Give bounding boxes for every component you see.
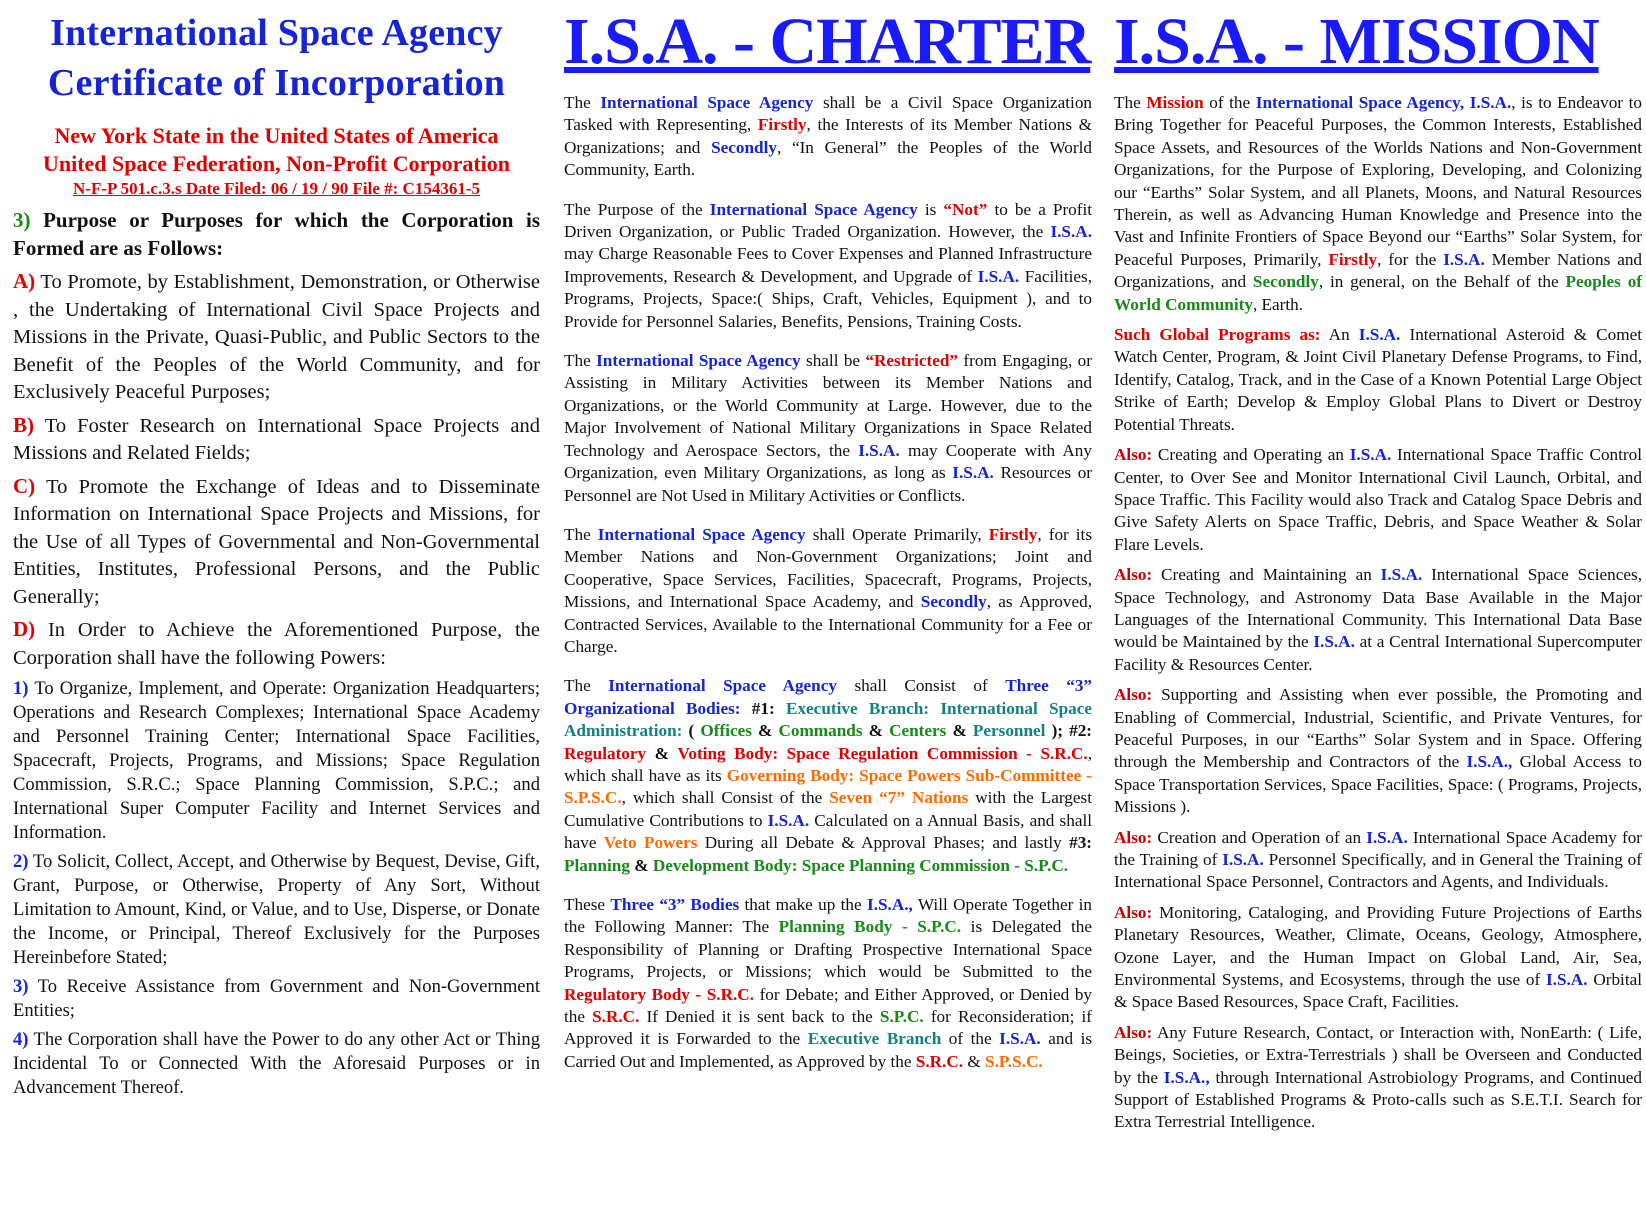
- org-abbr: I.S.A.,: [1163, 1067, 1210, 1087]
- state-line: New York State in the United States of America: [54, 123, 499, 148]
- text: If Denied it is sent back to the: [646, 1007, 873, 1027]
- purpose-item: [13, 616, 540, 672]
- text: International Space Academy for the Training of: [1114, 827, 1643, 869]
- purpose-item: [13, 473, 540, 612]
- item-text: The Corporation shall have the Power to do any other Act or Thing Incidental To or Connected With the Aforesaid Purposes or in Advancement Thereof.: [13, 1029, 540, 1098]
- text: with the Largest Cumulative Contributions to: [564, 788, 1092, 830]
- power-item: [13, 850, 540, 970]
- also-label: Also:: [1114, 565, 1153, 585]
- org-abbr: I.S.A.: [1443, 249, 1485, 269]
- emphasis: Seven “7” Nations: [829, 788, 969, 808]
- item-label: C): [13, 473, 36, 498]
- org-abbr: I.S.A.,: [867, 895, 913, 914]
- text: from Engaging, or Assisting in Military Activities between its Member Nations and Organizations, or the World Community at Large. However, due to the Major Involvement of National Military Organizations in Space Related Technology and Aerospace Sectors, the: [564, 351, 1092, 460]
- text: An: [1328, 325, 1350, 345]
- mission-paragraph-5: [1114, 684, 1642, 818]
- text: Member Nations and Organizations, and: [1114, 249, 1643, 292]
- text: Creation and Operation of an: [1157, 827, 1362, 847]
- text: is: [924, 199, 937, 219]
- item-label: 2): [13, 851, 29, 872]
- body-name: Regulatory: [564, 743, 647, 763]
- item-label: 3): [13, 976, 29, 997]
- body-name: Offices: [700, 721, 752, 741]
- org-abbr: I.S.A.: [1358, 325, 1401, 345]
- text: Monitoring, Cataloging, and Providing Future Projections of Earths Planetary Resources, Weather, Climate, Oceans, Geology, Atmosphere, Ozone Layer, and the Human Impact on Global Land, Air, Sea, Environmental Systems, and Ecosystems, through the use of: [1114, 902, 1643, 990]
- also-label: Also:: [1114, 902, 1153, 922]
- mission-paragraph-2: [1114, 324, 1642, 436]
- emphasis: Firstly: [757, 115, 807, 135]
- purpose-item: [13, 412, 540, 468]
- mission-column: [1114, 0, 1642, 1142]
- body-name: S.R.C.: [915, 1051, 964, 1071]
- body-name: International Space Administration:: [564, 698, 1093, 741]
- body-name: Voting Body:: [677, 743, 779, 763]
- org-name: International Space Agency: [597, 524, 806, 544]
- charter-paragraph-4: [564, 524, 1092, 658]
- text: , which shall Consist of the: [621, 788, 823, 808]
- org-abbr: I.S.A.: [767, 810, 810, 830]
- also-label: Also:: [1114, 827, 1153, 847]
- org-name: International Space Agency: [596, 351, 801, 371]
- org-abbr: I.S.A.: [1349, 445, 1392, 465]
- text: shall Consist of: [854, 676, 988, 696]
- body-name: S.R.C.: [592, 1007, 640, 1027]
- emphasis: Secondly: [1252, 272, 1319, 292]
- purpose-number: 3): [13, 208, 31, 232]
- text: The Purpose of the: [564, 199, 703, 219]
- org-abbr: I.S.A.: [999, 1029, 1041, 1049]
- org-abbr: I.S.A.: [1366, 827, 1408, 847]
- body-name: S.P.C.: [879, 1007, 924, 1027]
- body-name: Development Body: Space Planning Commission - S.P.C.: [652, 855, 1069, 875]
- item-text: In Order to Achieve the Aforementioned Purpose, the Corporation shall have the following Powers:: [13, 619, 540, 669]
- text: The: [564, 93, 591, 112]
- text: of the: [1209, 93, 1251, 112]
- item-text: To Organize, Implement, and Operate: Organization Headquarters; Operations and Research Complexes; International Space Academy and Personnel Training Center; International Space Facilities, Spacecraft, Projects, Programs, and Missions; Space Regulation Commission, S.R.C.; Space Planning Commission, S.P.C.; and International Super Computer Facility and Internet Services and Information.: [13, 678, 541, 843]
- power-item: [13, 677, 540, 845]
- item-label: A): [13, 269, 36, 293]
- text: International Space Traffic Control Center, to Over See and Monitor International Civil Launch, Orbital, and Space Traffic. This Facility would also Track and Catalog Space Debris and Give Safety Alerts on Space Traffic, Debris, and Space Weather & Solar Flare Levels.: [1114, 445, 1643, 554]
- emphasis: Secondly: [711, 137, 777, 157]
- certificate-title: [13, 8, 540, 108]
- text: &: [967, 1051, 981, 1071]
- certificate-column: [13, 0, 540, 1105]
- text: , “In General” the Peoples of the World Community, Earth.: [564, 137, 1092, 180]
- title-line-2: Certificate of Incorporation: [47, 62, 506, 104]
- text: shall Operate Primarily,: [812, 524, 982, 544]
- emphasis: Peoples of World Community: [1114, 272, 1643, 314]
- text: &: [758, 721, 773, 741]
- item-text: To Receive Assistance from Government and Non-Government Entities;: [13, 976, 540, 1021]
- text: ); #2:: [1051, 721, 1093, 741]
- body-name: Planning: [564, 855, 630, 875]
- charter-paragraph-3: [564, 350, 1092, 507]
- emphasis: Such Global Programs as:: [1114, 325, 1321, 345]
- org-abbr: I.S.A.: [1050, 222, 1092, 242]
- text: International Space Sciences, Space Technology, and Astronomy Data Base Available in the Major Languages of the International Community. This International Data Base would be Maintained by the: [1114, 565, 1643, 652]
- text: , in general, on the Behalf of the: [1318, 272, 1559, 292]
- mission-paragraph-3: [1114, 444, 1642, 556]
- text: for Debate; and Either Approved, or Denied by the: [564, 984, 1093, 1027]
- body-name: Governing Body:: [726, 765, 855, 785]
- text: &: [654, 743, 669, 763]
- emphasis: Veto Powers: [603, 833, 698, 853]
- text: The: [564, 351, 591, 371]
- text: The: [564, 676, 591, 696]
- text: is Delegated the Responsibility of Planning or Drafting Prospective International Space Programs, Projects, or Missions; which would be Submitted to the: [564, 917, 1092, 982]
- text: for Reconsideration; if Approved it is Forwarded to the: [564, 1007, 1093, 1049]
- also-label: Also:: [1114, 685, 1153, 705]
- text: of the: [948, 1029, 992, 1049]
- text: Creating and Operating an: [1157, 445, 1345, 465]
- text: Orbital & Space Based Resources, Space Craft, Facilities.: [1114, 970, 1642, 1012]
- text: &: [952, 721, 967, 741]
- text: The: [1114, 93, 1141, 112]
- purpose-heading-text: Purpose or Purposes for which the Corporation is Formed are as Follows:: [13, 208, 540, 260]
- body-name: Executive Branch:: [786, 698, 930, 718]
- body-name: S.P.S.C.: [985, 1051, 1043, 1071]
- emphasis: Three “3” Organizational Bodies:: [564, 676, 1093, 718]
- text: Will Operate Together in the Following Manner: The: [564, 895, 1093, 937]
- text: may Cooperate with Any Organization, even Military Organizations, as long as: [564, 440, 1092, 483]
- purpose-heading: [13, 206, 540, 262]
- charter-column: [564, 0, 1092, 1090]
- charter-paragraph-6: [564, 894, 1092, 1073]
- text: , which shall have as its: [564, 743, 1093, 785]
- text: shall be: [806, 351, 861, 371]
- emphasis: Firstly: [1328, 249, 1378, 269]
- text: The: [564, 524, 591, 544]
- text: International Asteroid & Comet Watch Center, Program, & Joint Civil Planetary Defense Programs, to Find, Identify, Catalog, Track, and in the Case of a Known Potential Large Object Strike of Earth; Develop & Employ Global Plans to Divert or Destroy Potential Threats.: [1114, 325, 1643, 434]
- purpose-item: [13, 268, 540, 407]
- org-abbr: I.S.A.: [1545, 970, 1588, 990]
- charter-paragraph-5: [564, 675, 1092, 877]
- emphasis: Three “3” Bodies: [610, 895, 740, 914]
- charter-paragraph-1: [564, 92, 1092, 182]
- text: Facilities, Programs, Projects, Space:( Ships, Craft, Vehicles, Equipment ), and to Provide for Personnel Salaries, Benefits, Pensions, Training Costs.: [564, 266, 1092, 331]
- body-name: Centers: [889, 721, 947, 741]
- emphasis: “Restricted”: [865, 351, 959, 371]
- text: to be a Profit Driven Organization, or Public Traded Organization. However, the: [564, 199, 1093, 242]
- emphasis: Mission: [1146, 93, 1204, 112]
- text: , is to Endeavor to Bring Together for Peaceful Purposes, the Common Interests, Established Space Assets, and Resources of the Worlds Nations and Non-Government Organizations, for the Purpose of Exploring, Developing, and Colonizing our “Earths” Solar System, and all Planets, Moons, and Natural Resources Therein, as well as Advancing Human Knowledge and Presence into the Vast and Infinite Frontiers of Space Beyond our “Earths” Solar System, for Peaceful Purposes, Primarily,: [1114, 93, 1642, 269]
- item-text: To Promote, by Establishment, Demonstration, or Otherwise , the Undertaking of International Civil Space Projects and Missions in the Private, Quasi-Public, and Public Sectors to the Benefit of the Peoples of the World Community, and for Exclusively Peaceful Purposes;: [13, 271, 540, 403]
- org-name: International Space Agency: [709, 199, 918, 219]
- body-name: Personnel: [972, 721, 1046, 741]
- text: , for the: [1377, 249, 1437, 269]
- charter-header: I.S.A. - CHARTER: [564, 5, 1091, 78]
- text: , the Interests of its Member Nations & Organizations; and: [564, 115, 1093, 157]
- body-name: Commands: [778, 721, 863, 741]
- text: During all Debate & Approval Phases; and lastly: [704, 833, 1062, 853]
- item-label: 1): [13, 678, 29, 699]
- text: Supporting and Assisting when ever possible, the Promoting and Enabling of Commercial, Industrial, Scientific, and Private Ventures, for Peaceful Purposes, in our “Earths” Solar System and in Space. Offering through the Membership and Contractors of the: [1114, 685, 1642, 772]
- text: (: [688, 721, 695, 741]
- item-text: To Foster Research on International Space Projects and Missions and Related Fields;: [13, 414, 540, 464]
- emphasis: “Not”: [943, 199, 988, 219]
- text: Personnel Specifically, and in General the Training of International Space Personnel, Contractors and Agents, and Individuals.: [1114, 850, 1642, 892]
- text: Global Access to Space Transportation Services, Space Facilities, Space: ( Programs, Projects, Missions ).: [1114, 752, 1643, 817]
- org-abbr: I.S.A.: [1380, 565, 1423, 585]
- emphasis: Secondly: [920, 592, 987, 612]
- text: may Charge Reasonable Fees to Cover Expenses and Planned Infrastructure Improvements, Research & Development, and Upgrade of: [564, 244, 1092, 286]
- power-item: [13, 975, 540, 1023]
- item-label: 4): [13, 1029, 29, 1050]
- filing-line: N-F-P 501.c.3.s Date Filed: 06 / 19 / 90 File #: C154361-5: [73, 179, 480, 198]
- org-name: International Space Agency, I.S.A.: [1255, 93, 1512, 112]
- mission-paragraph-4: [1114, 564, 1642, 676]
- org-abbr: I.S.A.: [1222, 850, 1264, 869]
- org-abbr: I.S.A.: [952, 463, 994, 483]
- text: Resources or Personnel are Not Used in Military Activities or Conflicts.: [564, 463, 1093, 505]
- org-abbr: I.S.A.: [977, 266, 1020, 286]
- org-abbr: I.S.A.: [1313, 632, 1355, 652]
- text: Any Future Research, Contact, or Interaction with, NonEarth: ( Life, Beings, Societies, or Extra-Terrestrials ) shall be Overseen and Conducted by the: [1114, 1022, 1642, 1087]
- also-label: Also:: [1114, 445, 1153, 465]
- org-abbr: I.S.A.,: [1466, 752, 1513, 772]
- text: , as Approved, Contracted Services, Available to the International Community for a Fee or Charge.: [564, 592, 1093, 656]
- mission-header: I.S.A. - MISSION: [1114, 5, 1599, 78]
- text: &: [634, 855, 649, 875]
- item-label: D): [13, 617, 36, 641]
- org-name: International Space Agency: [600, 93, 814, 112]
- body-name: Space Powers Sub-Committee - S.P.S.C.: [564, 765, 1092, 808]
- text: that make up the: [744, 895, 862, 914]
- body-name: Planning Body - S.P.C.: [778, 917, 962, 937]
- also-label: Also:: [1114, 1022, 1153, 1042]
- item-text: To Solicit, Collect, Accept, and Otherwise by Bequest, Devise, Gift, Grant, Purpose, or Otherwise, Property of Any Sort, Without Limitation to Amount, Kind, or Value, and to Use, Disperse, or Donate the Income, or Principal, Thereof Exclusively for the Purposes Hereinbefore Stated;: [13, 851, 541, 968]
- text: #1:: [751, 698, 775, 718]
- title-line-1: International Space Agency: [50, 12, 503, 54]
- text: through International Astrobiology Programs, and Continued Support of Established Programs & Proto-calls such as S.E.T.I. Search for Extra Terrestrial Intelligence.: [1114, 1067, 1643, 1132]
- body-name: Regulatory Body - S.R.C.: [564, 984, 754, 1004]
- text: at a Central International Supercomputer Facility & Resources Center.: [1114, 632, 1642, 674]
- body-name: Space Regulation Commission - S.R.C.: [786, 743, 1088, 763]
- text: and is Carried Out and Implemented, as Approved by the: [564, 1029, 1093, 1071]
- federation-line: United Space Federation, Non-Profit Corporation: [42, 151, 511, 176]
- mission-paragraph-8: [1114, 1022, 1642, 1134]
- org-name: International Space Agency: [608, 676, 837, 696]
- text: , for its Member Nations and Non-Government Organizations; Joint and Cooperative, Space Services, Facilities, Spacecraft, Programs, Projects, Missions, and International Space Academy, and: [564, 524, 1093, 612]
- text: shall be a Civil Space Organization Tasked with Representing,: [564, 93, 1093, 135]
- item-label: B): [13, 412, 34, 437]
- text: &: [868, 721, 883, 741]
- mission-paragraph-1: [1114, 92, 1642, 316]
- power-item: [13, 1028, 540, 1100]
- text: Calculated on a Annual Basis, and shall have: [564, 810, 1093, 853]
- text: These: [564, 895, 606, 914]
- text: #3:: [1069, 833, 1093, 853]
- text: Creating and Maintaining an: [1161, 565, 1372, 585]
- emphasis: Firstly: [988, 524, 1038, 544]
- body-name: Executive Branch: [807, 1029, 942, 1049]
- mission-paragraph-6: [1114, 827, 1642, 894]
- charter-paragraph-2: [564, 199, 1092, 333]
- text: , Earth.: [1252, 294, 1304, 314]
- org-abbr: I.S.A.: [858, 440, 900, 460]
- item-text: To Promote the Exchange of Ideas and to Disseminate Information on International Space Projects and Missions, for the Use of all Types of Governmental and Non-Governmental Entities, Institutes, Professional Persons, and the Public Generally;: [13, 475, 540, 608]
- mission-paragraph-7: [1114, 902, 1642, 1014]
